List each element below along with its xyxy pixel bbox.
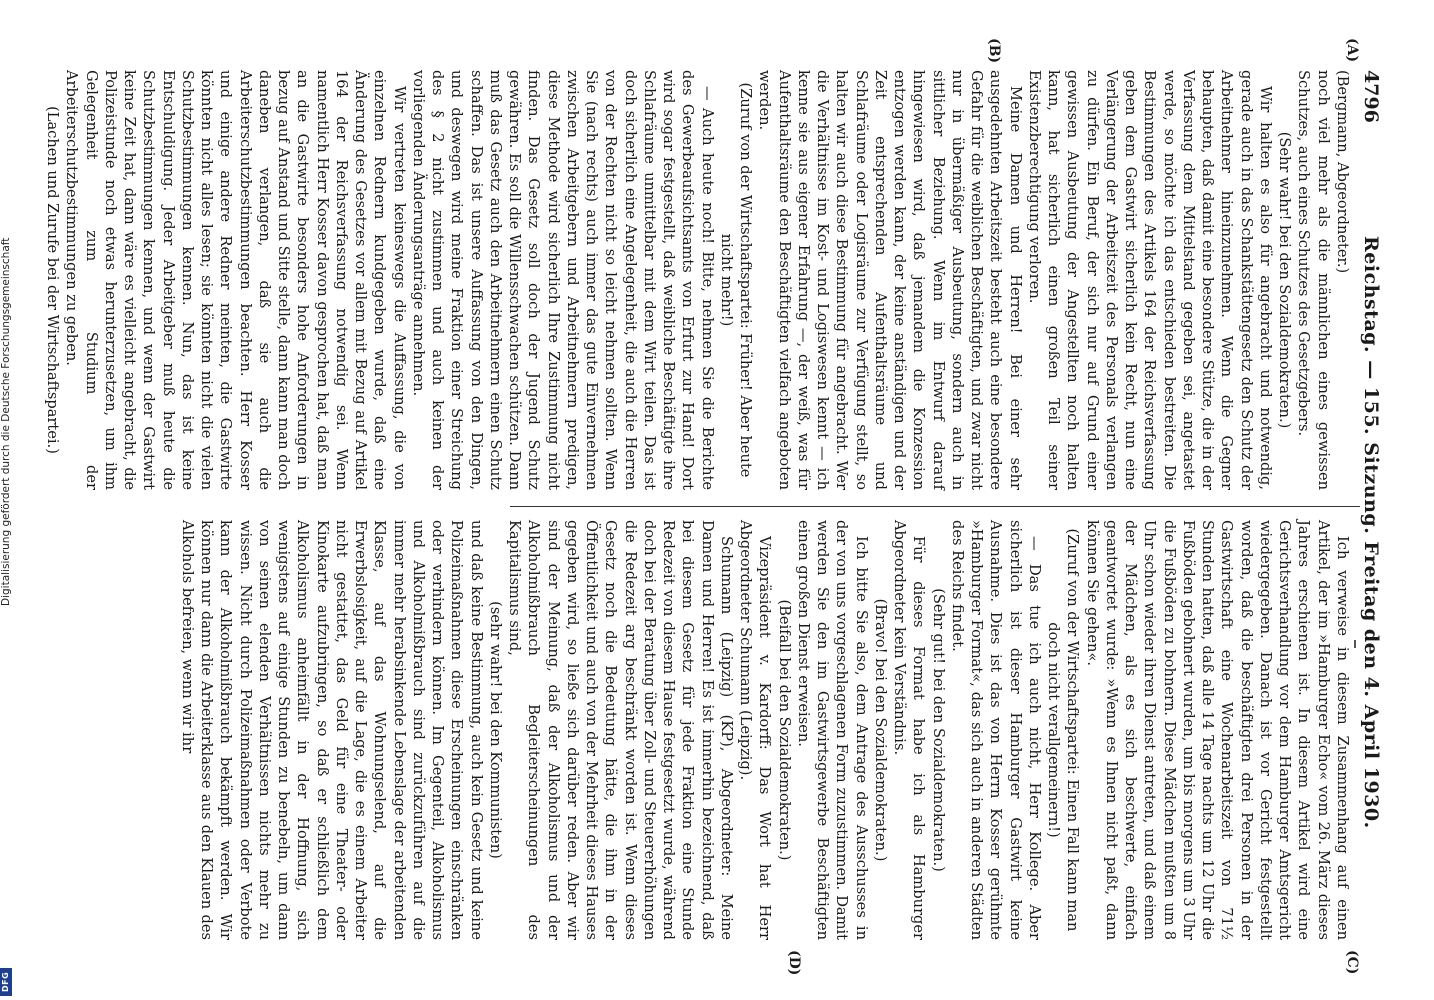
column-divider [510,506,1360,507]
dfg-logo-icon: DFG [0,968,12,996]
page-number: 4796 [1360,70,1382,123]
paragraph: Für dieses Format habe ich als Hamburger Abgeordneter kein Verständnis. [891,520,928,940]
right-column [178,520,1352,940]
interjection: (Sehr wahr! bei den Sozialdemokraten.) [1276,131,1294,429]
margin-marker-c: (C) [1344,950,1360,975]
paragraph: Wir vertreten keineswegs die Auffassung, die von einzelnen Rednern kundgegeben wurde, daß eine Änderung des Gesetzes vor allem mit Bezug auf Artikel 164 der Reichsverfassung notwendig sei. Wenn namentlich Herr Kosser davon gesprochen hat, daß man an die Gastwirte besonders hohe Anforderungen in bezug auf Anstand und Sitte stelle, dann kann man doch daneben verlangen, daß sie auch die Arbeiterschutzbestimmungen beachten. Herr Kosser und einige andere Redner meinten, die Gastwirte könnten nicht alles lesen; sie könnten nicht die vielen Schutzbestimmungen kennen. Nun, das ist keine Entschuldigung. Jeder Arbeitgeber muß heute die Schutzbestimmungen kennen, und wenn der Gastwirt keine Zeit hat, dann wäre es vielleicht angebracht, die Polizeistunde noch etwas herunterzusetzen, um ihm Gelegenheit zum Studium der Arbeiterschutzbestimmungen zu geben. [63,70,408,490]
page-header [1352,66,1382,942]
paragraph: Schumann (Leipzig) (KP), Abgeordneter: Meine Damen und Herren! Es ist immerhin bezeichnend, daß bei diesem Gesetz für jede Fraktion eine Stunde Redezeit von diesem Hause festgesetzt wurde, während doch bei der Beratung über Zoll- und Steuererhöhungen die Redezeit arg beschränkt worden ist. Wenn dieses Gesetz noch die Bedeutung hätte, die ihm in der Öffentlichkeit und auch von der Mehrheit dieses Hauses gegeben wird, so ließe sich darüber reden. Aber wir sind der Meinung, daß der Alkoholismus und der Alkoholmißbrauch Begleiterscheinungen des Kapitalismus sind, [506,520,735,940]
margin-marker-a: (A) [1344,38,1360,63]
interjection: (Zuruf von der Wirtschaftspartei: Einen Fall kann man doch nicht verallgemeinern!) [1045,528,1082,932]
paragraph: Ich bitte Sie also, dem Antrage des Ausschusses in der von uns vorgeschlagenen Form zuzustimmen. Damit werden Sie den im Gastwirtsgewerbe Beschäftigten einen großen Dienst erweisen. [795,520,870,940]
page-title: Reichstag. — 155. Sitzung. Freitag den 4. April 1930. [1360,236,1382,829]
interjection: (Lachen und Zurufe bei der Wirtschaftspartei.) [44,106,62,454]
paragraph: noch viel mehr als die männlichen eines gewissen Schutzes, auch eines Schutzes des Gesetzgebers. [1295,70,1332,490]
paragraph: Ich verweise in diesem Zusammenhang auf einen Artikel, der im »Hamburger Echo« vom 26. März dieses Jahres erschienen ist. In diesem Artikel wird eine Gerichtsverhandlung vor dem Hamburger Amtsgericht wiedergegeben. Danach ist vor Gericht festgestellt worden, daß die beschäftigten drei Personen in der Gastwirtschaft eine Wochenarbeitszeit von 71½ Stunden hatten, daß alle 14 Tage nachts um 12 Uhr die Fußböden gebohnert wurden, um bis morgens um 3 Uhr die Fußböden zu bohnern. Diese Mädchen mußten um 8 Uhr schon wieder ihren Dienst antreten, und daß einem der Mädchen, als es sich beschwerte, einfach geantwortet wurde: »Wenn es Ihnen nicht paßt, dann können Sie gehen«. [1083,520,1351,940]
paragraph: — Auch heute noch! Bitte, nehmen Sie die Berichte des Gewerbeaufsichtsamts von Erfurt zur Hand! Dort wird sogar festgestellt, daß weibliche Beschäftigte ihre Schlafräume unmittelbar mit dem Wirt teilen. Das ist doch sicherlich eine Angelegenheit, die auch die Herren von der Rechten nicht so leicht nehmen sollten. Wenn Sie (nach rechts) auch immer das gute Einvernehmen zwischen Arbeitgebern und Arbeitnehmern predigen, diese Methode wird sicherlich Ihre Zustimmung nicht finden. Das Gesetz soll doch der Jugend Schutz gewähren. Es soll die Willensschwachen schützen. Dann muß das Gesetz auch den Arbeitnehmern einen Schutz schaffen. Das ist unsere Auffassung von den Dingen, und deswegen wird meine Fraktion einer Streichung des § 2 nicht zustimmen und auch keinen der vorliegenden Änderungsanträge annehmen. [410,70,716,490]
president-remark: Vizepräsident v. Kardorff: Das Wort hat Herr Abgeordneter Schumann (Leipzig). [737,520,774,940]
speaker-heading: (Bergmann, Abgeordneter.) [1334,70,1351,274]
interjection: (sehr wahr! bei den Kommunisten) [487,601,504,859]
fold-mark [1354,640,1356,648]
left-column [43,70,1352,490]
digitization-credit: Digitalisierung gefördert durch die Deutsche Forschungsgemeinschaft [0,237,12,606]
interjection: (Sehr gut! bei den Sozialdemokraten.) [929,588,947,872]
margin-marker-b: (B) [986,38,1002,64]
paragraph: und daß keine Bestimmung, auch kein Gesetz und keine Polizeimaßnahmen diese Erscheinungen einschränken oder verhindern können. Im Gegenteil, Alkoholismus und Alkoholmißbrauch sind zurückzuführen auf die immer mehr herabsinkende Lebenslage der arbeitenden Klasse, auf das Wohnungselend, auf die Erwerbslosigkeit, auf die Lage, die es einem Arbeiter nicht gestattet, das Geld für eine Theater- oder Kinokarte aufzubringen, so daß er schließlich dem Alkoholismus anheimfällt in der Hoffnung, sich wenigstens auf einige Stunden zu benebeln, um dann von seinen elenden Verhältnissen nichts mehr zu wissen. Nicht durch Polizeimaßnahmen oder Verbote kann der Alkoholmißbrauch bekämpft werden. Wir können nur dann die Arbeiterklasse aus den Klauen des Alkohols befreien, wenn wir ihr [179,520,485,940]
interjection: (Zuruf von der Wirtschaftspartei: Früher! Aber heute nicht mehr!) [718,82,755,478]
paragraph: Meine Damen und Herren! Bei einer sehr ausgedehnten Arbeitszeit besteht auch eine besondere Gefahr für die weiblichen Beschäftigten, und zwar nicht nur in übermäßiger Ausbeutung, sondern auch in sittlicher Beziehung. Wenn im Entwurf darauf hingewiesen wird, daß jemandem die Konzession entzogen werden kann, der keine anständigen und der Zeit entsprechenden Aufenthaltsräume und Schlafräume oder Logisräume zur Verfügung stellt, so halten wir auch diese Bestimmung für angebracht. Wer die Verhältnisse im Kost- und Logiswesen kennt — ich kenne sie aus eigener Erfahrung —, der weiß, was für Aufenthaltsräume den Beschäftigten vielfach angeboten werden. [756,70,1024,490]
paragraph: Wir halten es also für angebracht und notwendig, gerade auch in das Schankstättengesetz den Schutz der Arbeitnehmer hineinzunehmen. Wenn die Gegner behaupten, daß damit eine besondere Stütze, die in der Verfassung dem Mittelstand gegeben sei, angetastet werde, so möchte ich das entschieden bestreiten. Die Bestimmungen des Artikels 164 der Reichsverfassung geben dem Gastwirt sicherlich kein Recht, nun eine Verlängerung der Arbeitszeit des Personals verlangen zu dürfen. Ein Beruf, der sich nur auf Grund einer gewissen Ausbeutung der Angestellten noch halten kann, hat sicherlich einen großen Teil seiner Existenzberechtigung verloren. [1026,70,1274,490]
interjection: (Beifall bei den Sozialdemokraten.) [775,599,793,861]
rotated-page [44,38,1382,976]
interjection: (Bravo! bei den Sozialdemokraten.) [872,598,889,862]
margin-marker-d: (D) [786,950,802,976]
paragraph: — Das tue ich auch nicht, Herr Kollege. Aber sicherlich ist dieser Hamburger Gastwirt keine Ausnahme. Dies ist das von Herrn Kosser gerühmte »Hamburger Format«, das sich auch in anderen Städten des Reichs findet. [949,520,1043,940]
